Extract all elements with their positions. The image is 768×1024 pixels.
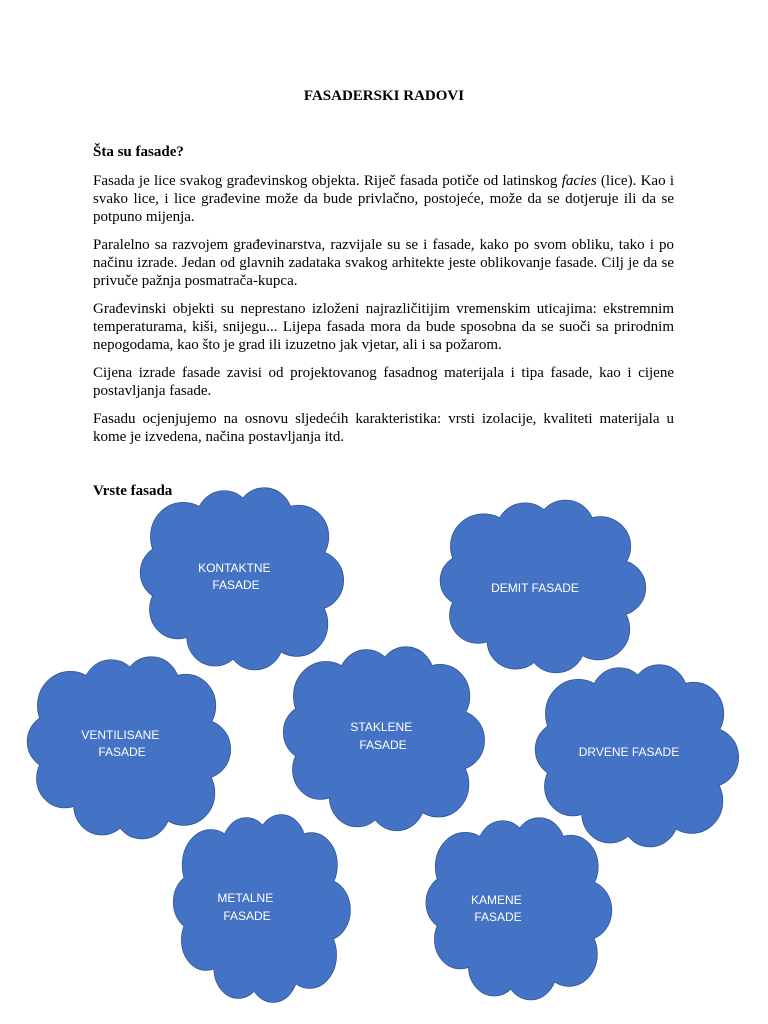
section-heading-what-are-facades: Šta su fasade?	[93, 144, 184, 160]
cloud-label: KONTAKTNE FASADE	[198, 561, 271, 592]
cloud-label: DRVENE FASADE	[578, 745, 680, 759]
cloud-label: VENTILISANE FASADE	[81, 728, 160, 759]
section-heading-facade-types: Vrste fasada	[93, 483, 173, 499]
paragraph: Građevinski objekti su neprestano izloženi najrazličitijim vremenskim uticajima: ekstremnim temperaturama, kiši, snijegu... Lijepa fasada mora da bude sposobna da se suoči sa prirodnim nepogodama, kao što je grad ili izuzetno jak vjetar, ali i sa požarom.	[93, 301, 674, 353]
paragraph: Cijena izrade fasade zavisi od projektovanog fasadnog materijala i tipa fasade, kao i cijene postavljanja fasade.	[93, 365, 674, 399]
paragraph: Fasadu ocjenjujemo na osnovu sljedećih karakteristika: vrsti izolacije, kvaliteti materijala u kome je izvedena, načina postavljanja itd.	[93, 411, 674, 445]
cloud-label: STAKLENE FASADE	[350, 720, 413, 752]
cloud-label: KAMENE FASADE	[470, 893, 522, 924]
paragraph: Fasada je lice svakog građevinskog objekta. Riječ fasada potiče od latinskog facies (lice). Kao i svako lice, i lice građevine može da bude privlačno, postojeće, može da se dotjeruje ili da se potpuno mijenja.	[93, 173, 674, 225]
cloud-label: DEMIT FASADE	[491, 581, 579, 595]
cloud-kamene	[426, 818, 611, 999]
cloud-label: METALNE FASADE	[217, 891, 274, 923]
document-title: FASADERSKI RADOVI	[303, 88, 465, 104]
paragraph: Paralelno sa razvojem građevinarstva, razvijale su se i fasade, kako po svom obliku, tako i po načinu izrade. Jedan od glavnih zadataka svakog arhitekte jeste oblikovanje fasade. Cilj je da se privuče pažnja posmatrača-kupca.	[93, 237, 674, 289]
